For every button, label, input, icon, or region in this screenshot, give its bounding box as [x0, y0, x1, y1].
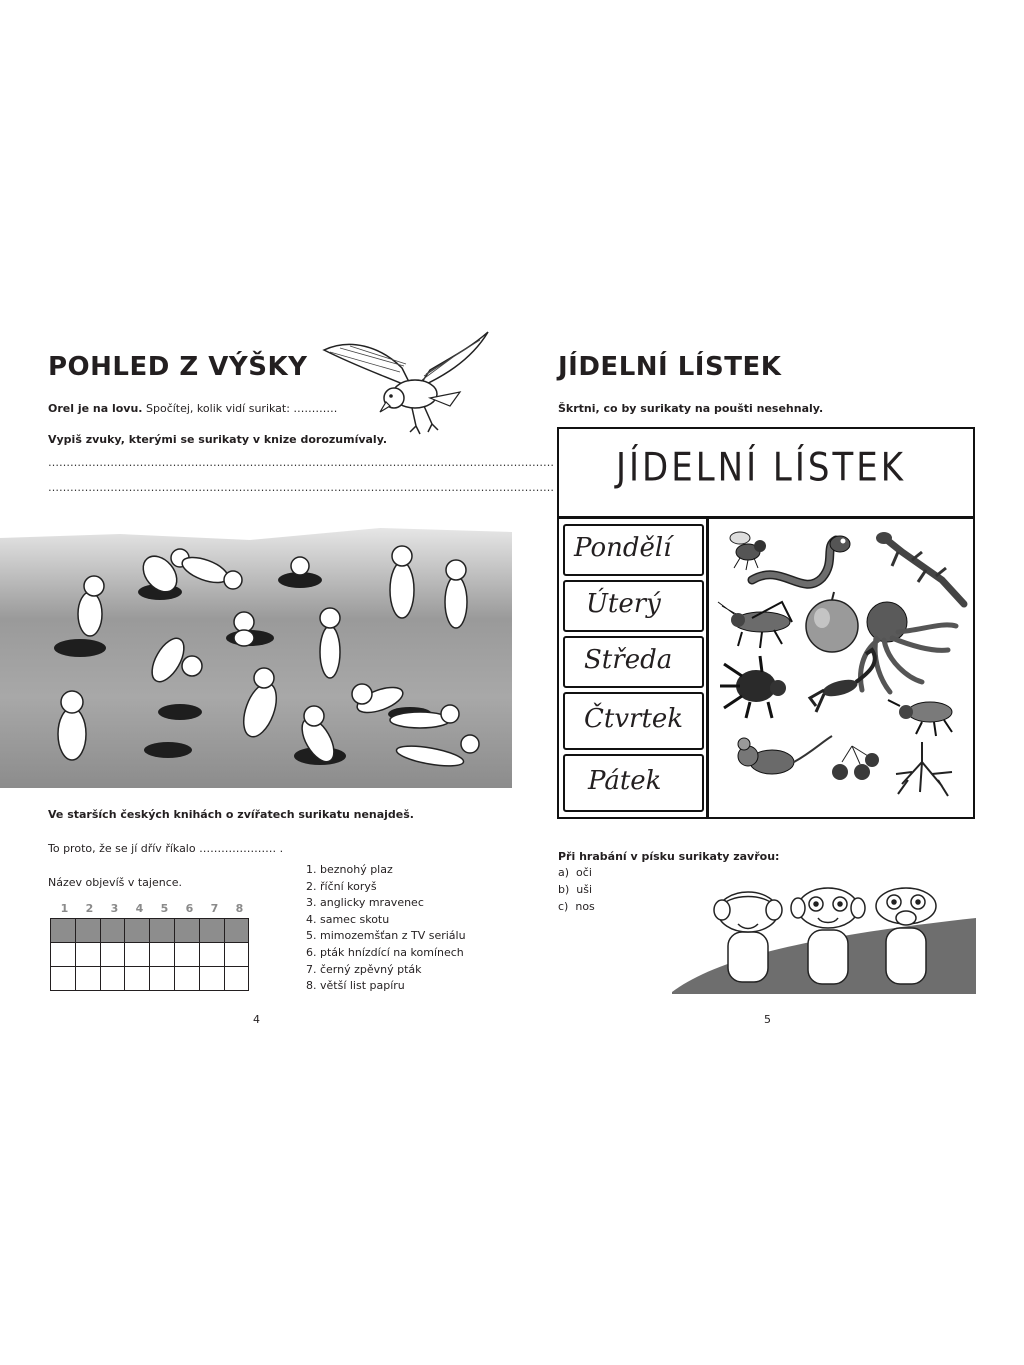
spider-icon[interactable]: [720, 656, 786, 718]
cross-out-task: Škrtni, co by surikaty na poušti nesehnaly.: [558, 402, 824, 415]
octopus-icon[interactable]: [861, 602, 956, 692]
crossword-cell[interactable]: [75, 943, 100, 967]
option-a[interactable]: [558, 864, 595, 881]
menu-column-divider: [706, 516, 709, 819]
eagle-task-rest: Spočítej, kolik vidí surikat: …………: [142, 402, 338, 415]
crossword-cell[interactable]: [199, 943, 224, 967]
menu-foods: [712, 522, 970, 812]
option-text: uši: [576, 883, 593, 896]
clue: 4. samec skotu: [306, 912, 390, 926]
crossword-cell[interactable]: [75, 967, 100, 991]
grid-number: 8: [235, 902, 244, 915]
crossword-cell[interactable]: [75, 919, 100, 943]
answer-options: [558, 864, 595, 915]
crossword-cell[interactable]: [125, 919, 150, 943]
crossword-grid: [50, 918, 254, 991]
grid-number: 2: [85, 902, 94, 915]
crossword-cell[interactable]: [199, 919, 224, 943]
answer-line-2[interactable]: …………………………………………………………………………………………………………………………: [48, 481, 554, 494]
crossword-instruction: Název objevíš v tajence.: [48, 876, 183, 889]
crossword-cell[interactable]: [100, 919, 125, 943]
day-thursday: Čtvrtek: [584, 704, 684, 734]
crossword-row-shaded: [51, 919, 254, 943]
clue: 3. anglicky mravenec: [306, 896, 424, 910]
option-text: oči: [576, 866, 592, 879]
crossword-cell[interactable]: [174, 919, 199, 943]
crossword-cell[interactable]: [199, 967, 224, 991]
grid-number: 6: [185, 902, 194, 915]
fly-icon[interactable]: [730, 532, 766, 570]
crossword-row: [51, 967, 254, 991]
right-page-number: 5: [764, 1013, 771, 1026]
crossword-cell[interactable]: [125, 943, 150, 967]
grid-number: 7: [210, 902, 219, 915]
grasshopper-icon[interactable]: [718, 602, 792, 648]
meerkat-scene: [0, 520, 512, 788]
answer-line-1[interactable]: …………………………………………………………………………………………………………………………: [48, 456, 554, 469]
day-friday: Pátek: [588, 766, 662, 796]
left-page-title: POHLED Z VÝŠKY: [48, 352, 308, 382]
crossword-cell[interactable]: [51, 919, 76, 943]
crossword-cell[interactable]: [100, 943, 125, 967]
day-monday: Pondělí: [574, 533, 672, 563]
clue: 2. říční koryš: [306, 879, 377, 893]
option-b[interactable]: [558, 881, 595, 898]
snake-icon[interactable]: [752, 536, 850, 584]
grid-number: 5: [160, 902, 169, 915]
mouse-icon[interactable]: [738, 736, 832, 774]
clue: 7. černý zpěvný pták: [306, 962, 422, 976]
apple-icon[interactable]: [806, 592, 858, 652]
option-c[interactable]: [558, 898, 595, 915]
right-page-title: JÍDELNÍ LÍSTEK: [558, 352, 782, 382]
crossword-cell[interactable]: [224, 943, 249, 967]
three-meerkats-illustration: [672, 882, 976, 994]
eagle-task: [48, 402, 337, 415]
option-letter: a): [558, 866, 570, 879]
option-letter: c): [558, 900, 569, 913]
crossword-cell[interactable]: [150, 943, 175, 967]
sounds-task: Vypiš zvuky, kterými se surikaty v knize dorozumívaly.: [48, 433, 388, 446]
crossword-cell[interactable]: [224, 919, 249, 943]
digging-question: Při hrabání v písku surikaty zavřou:: [558, 850, 780, 863]
day-wednesday: Středa: [584, 645, 673, 675]
clue: 5. mimozemšťan z TV seriálu: [306, 929, 466, 943]
crossword-row: [51, 943, 254, 967]
grid-number: 4: [135, 902, 144, 915]
option-text: nos: [575, 900, 595, 913]
lizard-icon[interactable]: [876, 532, 964, 604]
clue: 6. pták hnízdící na komínech: [306, 945, 464, 959]
crossword-cell[interactable]: [174, 943, 199, 967]
crossword-cell[interactable]: [174, 967, 199, 991]
crossword-cell[interactable]: [150, 967, 175, 991]
crossword-cell[interactable]: [224, 967, 249, 991]
clue: 8. větší list papíru: [306, 979, 405, 993]
crossword-column-numbers: [52, 902, 262, 916]
crossword-cell[interactable]: [51, 943, 76, 967]
clue: 1. beznohý plaz: [306, 863, 393, 876]
day-tuesday: Úterý: [586, 589, 661, 619]
crossword-cell[interactable]: [51, 967, 76, 991]
grid-number: 3: [110, 902, 119, 915]
root-icon[interactable]: [896, 742, 952, 796]
menu-divider: [557, 516, 975, 519]
grid-number: 1: [60, 902, 69, 915]
menu-heading: JÍDELNÍ LÍSTEK: [616, 445, 907, 491]
beetle-icon[interactable]: [888, 700, 952, 736]
old-name-note: To proto, že se jí dřív říkalo ………………… .: [48, 842, 284, 855]
eagle-icon: [320, 328, 492, 440]
crossword-cell[interactable]: [150, 919, 175, 943]
old-books-note: Ve starších českých knihách o zvířatech surikatu nenajdeš.: [48, 808, 414, 821]
berries-icon[interactable]: [832, 746, 879, 780]
crossword-cell[interactable]: [100, 967, 125, 991]
eagle-task-bold: Orel je na lovu.: [48, 402, 143, 415]
crossword-cell[interactable]: [125, 967, 150, 991]
option-letter: b): [558, 883, 570, 896]
left-page-number: 4: [253, 1013, 260, 1026]
crossword-clues: [306, 862, 466, 995]
